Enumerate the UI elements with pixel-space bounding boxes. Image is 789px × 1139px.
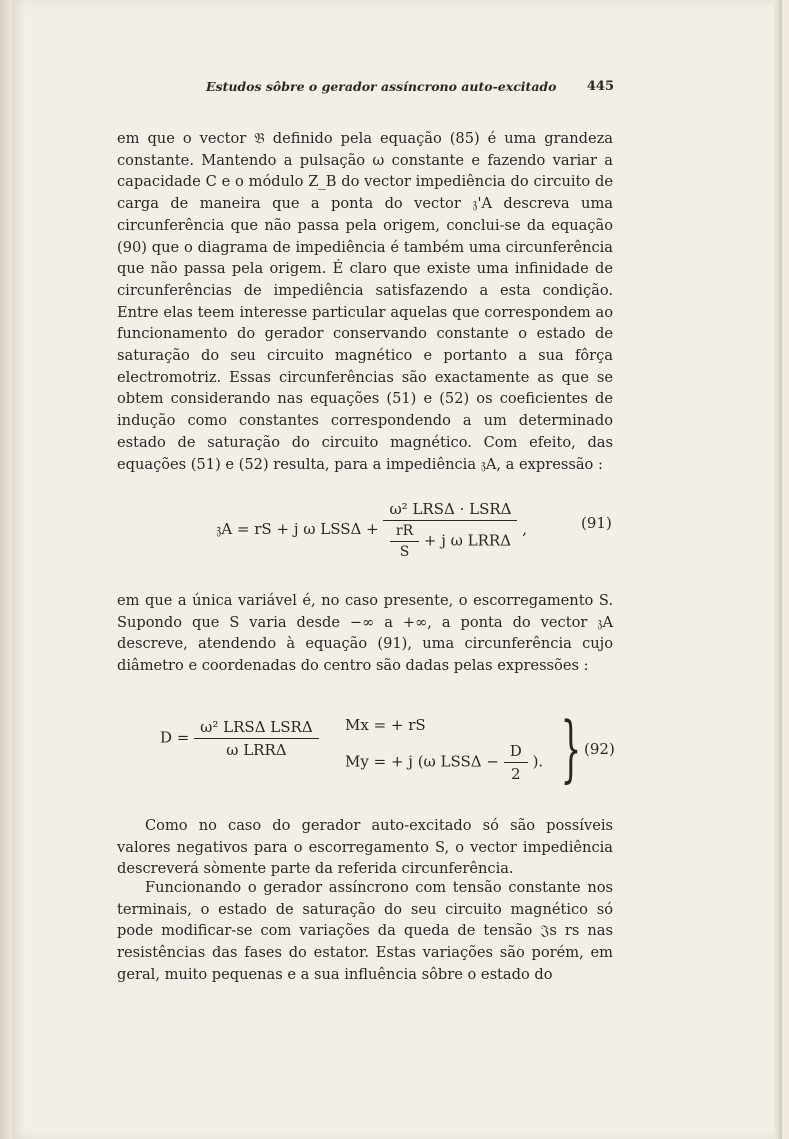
equation-number-91: (91) (581, 514, 612, 532)
fraction-bar (194, 738, 319, 739)
eq91-denominator (383, 523, 517, 560)
equation-92-diameter (160, 718, 319, 759)
equation-92-my (345, 742, 543, 783)
equation-number-92: (92) (584, 740, 615, 758)
eq91-tail: , (522, 520, 528, 538)
eq92-my-fraction (504, 742, 528, 783)
page-number: 445 (586, 79, 614, 94)
eq92-lhs: D = (160, 728, 190, 747)
eq91-inner-den: S (399, 544, 410, 560)
paragraph-1: em que o vector 𝔅 definido pela equação (85) é uma grandeza constante. Mantendo a pulsação ω constante e fazendo variar a capacidade C e o módulo Z_B do vector impediência do circuito de carga de maneira que a ponta do vector 𝔷'A descreva uma circunferência que não passa pela origem, conclui-se da equação (90) que o diagrama de impediência é também uma circunferência que não passa pela origem. É claro que existe uma infinidade de circunferências de impediência satisfazendo a esta condição. Entre elas teem interesse particular aquelas que correspondem ao funcionamento do gerador conservando constante o estado de saturação do seu circuito magnético e portanto a sua fôrça electromotriz. Essas circunferências são exactamente as que se obtem considerando nas equações (51) e (52) os coeficientes de indução como constantes correspondendo a um determinado estado de saturação do circuito magnético. Com efeito, das equações (51) e (52) resulta, para a impediência 𝔷A, a expressão : (117, 130, 613, 473)
eq91-numerator: ω² LRSΔ · LSRΔ (389, 500, 512, 518)
eq92-my-num: D (509, 742, 522, 760)
right-brace: } (560, 706, 582, 790)
fraction-bar (504, 762, 528, 763)
equation-92-mx: Mx = + rS (345, 716, 426, 734)
eq92-numerator: ω² LRSΔ LSRΔ (200, 718, 313, 736)
paragraph-4: Funcionando o gerador assíncrono com tensão constante nos terminais, o estado de saturação do seu circuito magnético só pode modificar-se com variações da queda de tensão 𝔍s rs nas resistências das fases do estator. Estas variações são porém, em geral, muito pequenas e a sua influência sôbre o estado do (117, 879, 613, 983)
eq91-lhs: 𝔷A = rS + j ω LSSΔ + (216, 520, 379, 538)
eq92-my-den: 2 (510, 765, 521, 783)
eq91-inner-fraction (390, 523, 419, 560)
eq91-den-rest: + j ω LRRΔ (423, 531, 512, 550)
fraction-bar (390, 541, 419, 542)
eq92-my-post: ). (532, 752, 544, 771)
paragraph-2: em que a única variável é, no caso presente, o escorregamento S. Supondo que S varia desde −∞ a +∞, a ponta do vector 𝔷A descreve, atendendo à equação (91), uma circunferência cujo diâmetro e coordenadas do centro são dadas pelas expressões : (117, 592, 613, 675)
eq91-inner-num: rR (395, 523, 414, 539)
equation-91 (216, 500, 527, 560)
running-header (206, 79, 614, 94)
eq92-my-pre: My = + j (ω LSSΔ − (345, 752, 499, 771)
eq92-denominator: ω LRRΔ (226, 741, 287, 759)
eq91-fraction (383, 500, 517, 560)
running-title: Estudos sôbre o gerador assíncrono auto-excitado (206, 79, 557, 94)
paragraph-3: Como no caso do gerador auto-excitado só são possíveis valores negativos para o escorregamento S, o vector impediência descreverá sòmente parte da referida circunferência. (117, 817, 613, 878)
fraction-bar (383, 520, 517, 521)
page-edge (774, 0, 782, 1139)
eq92-fraction (194, 718, 319, 759)
